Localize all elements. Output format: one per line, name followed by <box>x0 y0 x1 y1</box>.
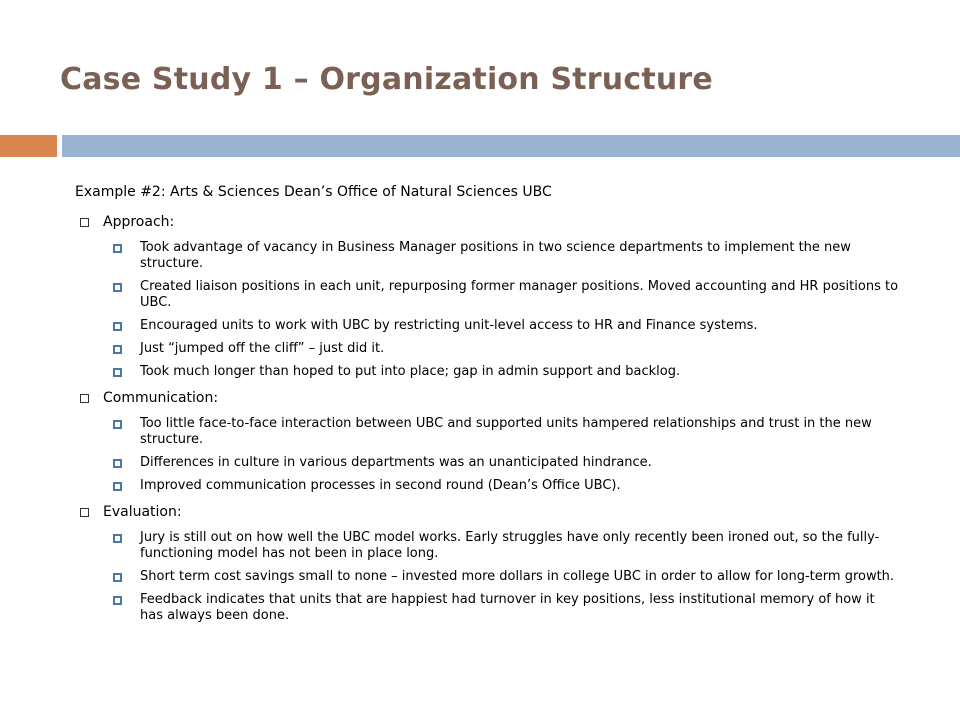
slide-title: Case Study 1 – Organization Structure <box>60 62 713 97</box>
list-item-text: Short term cost savings small to none – invested more dollars in college UBC in order to allow for long-term growth. <box>140 569 895 584</box>
accent-bar <box>0 135 57 157</box>
section-heading <box>75 213 915 231</box>
bullet-icon <box>113 573 122 582</box>
list-item <box>75 592 915 624</box>
list-item <box>75 318 915 334</box>
section-approach <box>75 213 915 380</box>
list-item-text: Differences in culture in various departments was an unanticipated hindrance. <box>140 455 652 470</box>
square-bullet-icon <box>80 508 89 517</box>
list-item <box>75 569 915 585</box>
list-item-text: Jury is still out on how well the UBC model works. Early struggles have only recently been ironed out, so the fully-functioning model has not been in place long. <box>140 530 880 561</box>
list-item-text: Encouraged units to work with UBC by restricting unit-level access to HR and Finance systems. <box>140 318 758 333</box>
intro-line: Example #2: Arts & Sciences Dean’s Office of Natural Sciences UBC <box>75 184 552 200</box>
list-item-text: Created liaison positions in each unit, repurposing former manager positions. Moved accounting and HR positions to UBC. <box>140 279 899 310</box>
bullet-icon <box>113 420 122 429</box>
bullet-icon <box>113 596 122 605</box>
section-label: Approach: <box>103 214 175 230</box>
bullet-icon <box>113 345 122 354</box>
header-bar <box>62 135 960 157</box>
list-item <box>75 341 915 357</box>
list-item-text: Improved communication processes in second round (Dean’s Office UBC). <box>140 478 621 493</box>
list-item <box>75 478 915 494</box>
bullet-icon <box>113 482 122 491</box>
list-item-text: Feedback indicates that units that are happiest had turnover in key positions, less institutional memory of how it has always been done. <box>140 592 875 623</box>
section-heading <box>75 389 915 407</box>
bullet-icon <box>113 534 122 543</box>
bullet-icon <box>113 459 122 468</box>
list-item <box>75 240 915 272</box>
list-item <box>75 530 915 562</box>
list-item-text: Took advantage of vacancy in Business Manager positions in two science departments to implement the new structure. <box>140 240 851 271</box>
list-item <box>75 364 915 380</box>
slide-body <box>75 183 915 633</box>
bullet-list <box>75 240 915 380</box>
list-item-text: Too little face-to-face interaction between UBC and supported units hampered relationships and trust in the new structure. <box>140 416 872 447</box>
list-item <box>75 416 915 448</box>
section-label: Evaluation: <box>103 504 182 520</box>
section-evaluation <box>75 503 915 624</box>
list-item <box>75 279 915 311</box>
bullet-icon <box>113 244 122 253</box>
list-item-text: Just “jumped off the cliff” – just did it. <box>140 341 385 356</box>
list-item-text: Took much longer than hoped to put into place; gap in admin support and backlog. <box>140 364 681 379</box>
bullet-icon <box>113 368 122 377</box>
square-bullet-icon <box>80 218 89 227</box>
section-heading <box>75 503 915 521</box>
section-communication <box>75 389 915 494</box>
section-label: Communication: <box>103 390 219 406</box>
bullet-list <box>75 530 915 624</box>
bullet-icon <box>113 322 122 331</box>
square-bullet-icon <box>80 394 89 403</box>
bullet-list <box>75 416 915 494</box>
list-item <box>75 455 915 471</box>
bullet-icon <box>113 283 122 292</box>
